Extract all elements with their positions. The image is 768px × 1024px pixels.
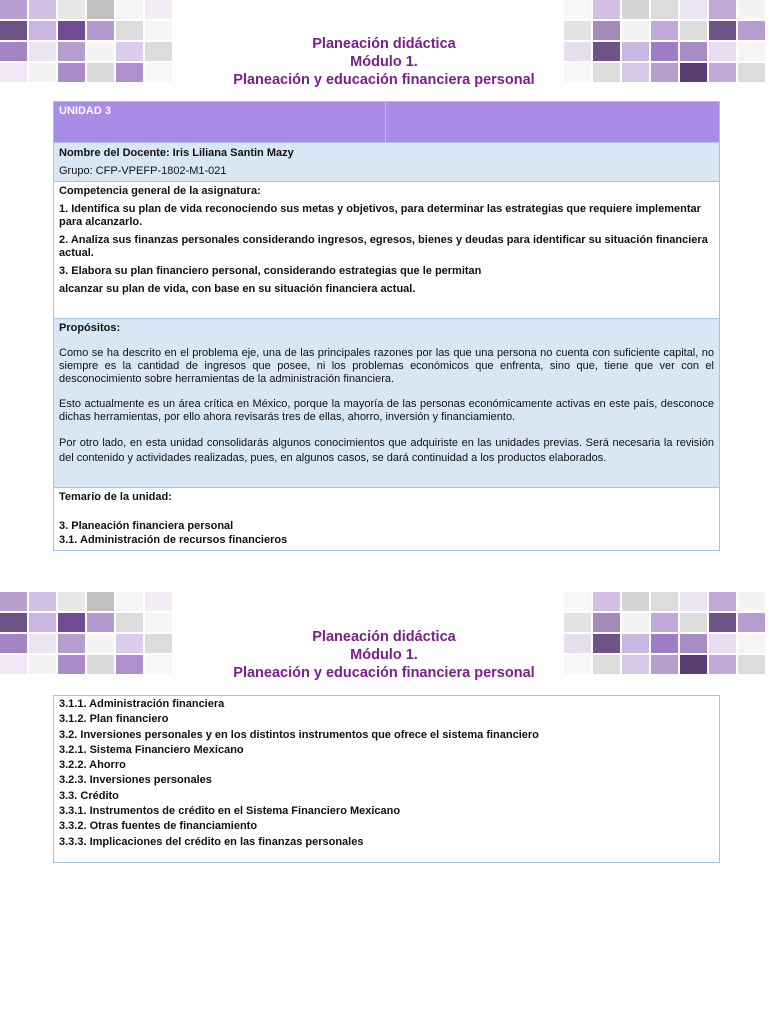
mosaic-tile — [709, 0, 736, 19]
page-header — [0, 35, 768, 89]
header-module: Módulo 1. — [350, 54, 418, 70]
page-header — [0, 628, 768, 682]
propositos-row — [54, 319, 720, 488]
header-module: Módulo 1. — [350, 647, 418, 663]
temario-row — [54, 488, 720, 551]
mosaic-tile — [116, 592, 143, 611]
propositos-paragraph: Por otro lado, en esta unidad consolidarás algunos conocimientos que adquiriste en las unidades previas. Será necesaria la revisión del contenido y actividades realizadas, pues, en algunos casos, se dará continuidad a los productos elaborados. — [59, 437, 714, 464]
mosaic-tile — [680, 592, 707, 611]
temario-item: 3.3. Crédito — [59, 789, 119, 802]
propositos-paragraph: Esto actualmente es un área crítica en México, porque la mayoría de las personas económicamente activas en este país, desconoce dichas herramientas, por ello ahora revisarás tres de ellas, ahorro, inversión y financiamiento. — [59, 398, 714, 423]
teacher-row — [54, 143, 720, 182]
mosaic-tile — [738, 592, 765, 611]
competencia-item: 3. Elabora su plan financiero personal, considerando estrategias que le permitan — [59, 265, 482, 277]
unit-right-cell — [386, 102, 720, 143]
teacher-group: Grupo: CFP-VPEFP-1802-M1-021 — [59, 165, 227, 177]
mosaic-tile — [593, 0, 620, 19]
mosaic-tile — [87, 592, 114, 611]
competencia-item: 1. Identifica su plan de vida reconociendo sus metas y objetivos, para determinar las estrategias que requiere implementar para alcanzarlo. — [59, 203, 701, 228]
competencia-item: 2. Analiza sus finanzas personales considerando ingresos, egresos, bienes y deudas para identificar su situación financiera actual. — [59, 234, 708, 259]
mosaic-tile — [58, 0, 85, 19]
mosaic-tile — [145, 592, 172, 611]
header-subtitle: Planeación y educación financiera personal — [233, 665, 535, 681]
header-title: Planeación didáctica — [312, 629, 456, 645]
header-title: Planeación didáctica — [312, 36, 456, 52]
temario-item: 3.3.2. Otras fuentes de financiamiento — [59, 820, 258, 833]
mosaic-tile — [58, 592, 85, 611]
temario-item: 3.1.2. Plan financiero — [59, 713, 169, 726]
mosaic-tile — [651, 592, 678, 611]
propositos-paragraph: Como se ha descrito en el problema eje, una de las principales razones por las que una persona no cuenta con suficiente capital, no siempre es la cantidad de ingresos que posee, ni los problemas económicos que enfrenta, sino que, tiene que ver con el desconocimiento sobre herramientas de la administración financiera. — [59, 347, 714, 385]
mosaic-tile — [145, 0, 172, 19]
temario-item: 3.1.1. Administración financiera — [59, 698, 225, 710]
unit-row — [54, 102, 720, 143]
competencia-item: alcanzar su plan de vida, con base en su situación financiera actual. — [59, 283, 416, 295]
temario-item: 3.3.3. Implicaciones del crédito en las finanzas personales — [59, 835, 364, 848]
temario-item: 3. Planeación financiera personal — [59, 520, 234, 532]
propositos-title: Propósitos: — [59, 322, 121, 334]
header-subtitle: Planeación y educación financiera personal — [233, 72, 535, 88]
unit-label: UNIDAD 3 — [54, 102, 386, 143]
mosaic-tile — [29, 592, 56, 611]
temario-item: 3.2. Inversiones personales y en los distintos instrumentos que ofrece el sistema financiero — [59, 728, 539, 741]
temario-continued-table — [53, 695, 720, 863]
mosaic-tile — [651, 0, 678, 19]
mosaic-tile — [564, 0, 591, 19]
competencia-title: Competencia general de la asignatura: — [59, 185, 261, 197]
temario-item: 3.2.2. Ahorro — [59, 759, 126, 772]
temario-item: 3.2.1. Sistema Financiero Mexicano — [59, 743, 244, 756]
temario-item: 3.1. Administración de recursos financieros — [59, 534, 288, 546]
mosaic-tile — [709, 592, 736, 611]
temario-item: 3.3.1. Instrumentos de crédito en el Sistema Financiero Mexicano — [59, 805, 401, 818]
mosaic-tile — [0, 0, 27, 19]
mosaic-tile — [622, 592, 649, 611]
mosaic-tile — [87, 0, 114, 19]
temario-continued-row — [54, 696, 720, 863]
mosaic-tile — [29, 0, 56, 19]
mosaic-tile — [0, 592, 27, 611]
temario-title: Temario de la unidad: — [59, 491, 172, 503]
mosaic-tile — [622, 0, 649, 19]
mosaic-tile — [116, 0, 143, 19]
competencia-row — [54, 182, 720, 319]
mosaic-tile — [593, 592, 620, 611]
teacher-name: Nombre del Docente: Iris Liliana Santin Mazy — [59, 147, 294, 159]
mosaic-tile — [738, 0, 765, 19]
mosaic-tile — [680, 0, 707, 19]
page-2 — [0, 592, 768, 1024]
temario-item: 3.2.3. Inversiones personales — [59, 774, 212, 787]
planning-table — [53, 101, 720, 551]
mosaic-tile — [564, 592, 591, 611]
